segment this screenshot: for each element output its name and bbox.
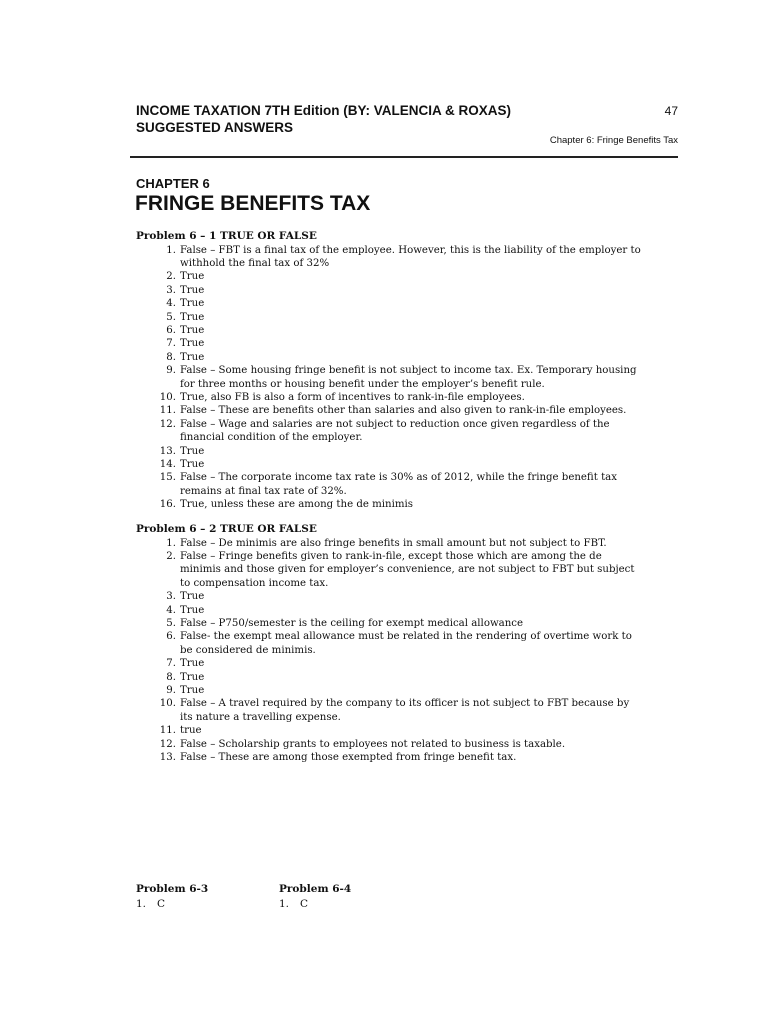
item-number: 10. xyxy=(159,698,176,710)
list-item xyxy=(136,738,676,751)
answer-value: C xyxy=(300,897,309,910)
item-number: 9. xyxy=(166,365,176,377)
problem-6-2-answers xyxy=(136,537,676,765)
list-item xyxy=(136,471,676,498)
item-text-line: True xyxy=(180,324,205,336)
item-number: 8. xyxy=(166,671,176,683)
list-item xyxy=(136,445,676,458)
problem-6-4-section xyxy=(279,883,351,911)
item-number: 11. xyxy=(159,405,176,417)
item-text-line: False – P750/semester is the ceiling for exempt medical allowance xyxy=(180,617,524,629)
item-text-line: False – These are benefits other than salaries and also given to rank-in-file employees. xyxy=(180,405,627,417)
item-text-line: withhold the final tax of 32% xyxy=(180,257,330,269)
list-item xyxy=(136,244,676,271)
item-text-line: true xyxy=(180,725,202,737)
problem-6-1-section xyxy=(136,230,676,512)
item-text-line: True xyxy=(180,298,205,310)
list-item xyxy=(136,337,676,350)
item-text-line: True xyxy=(180,271,205,283)
list-item xyxy=(136,270,676,283)
item-number: 1. xyxy=(166,537,176,549)
list-item xyxy=(136,684,676,697)
item-number: 13. xyxy=(159,445,176,457)
list-item xyxy=(136,617,676,630)
list-item xyxy=(136,537,676,550)
book-title: INCOME TAXATION 7TH Edition (BY: VALENCIA & ROXAS) xyxy=(136,103,511,118)
running-chapter-label: Chapter 6: Fringe Benefits Tax xyxy=(549,135,678,146)
item-text-line: True, unless these are among the de minimis xyxy=(180,499,414,511)
problem-6-2-section xyxy=(136,523,676,764)
item-text-line: True xyxy=(180,351,205,363)
item-number: 12. xyxy=(159,418,176,430)
item-number: 6. xyxy=(166,324,176,336)
list-item xyxy=(136,458,676,471)
item-number: 4. xyxy=(166,604,176,616)
item-text-line: True xyxy=(180,591,205,603)
item-number: 3. xyxy=(166,591,176,603)
item-text-line: True xyxy=(180,604,205,616)
problem-6-3-section xyxy=(136,883,208,911)
list-item xyxy=(136,697,676,724)
item-number: 5. xyxy=(166,311,176,323)
list-item xyxy=(136,498,676,511)
list-item xyxy=(136,284,676,297)
item-number: 4. xyxy=(166,298,176,310)
list-item xyxy=(136,724,676,737)
list-item xyxy=(136,657,676,670)
list-item xyxy=(136,630,676,657)
problem-6-3-heading: Problem 6-3 xyxy=(136,883,209,895)
item-text-line: for three months or housing benefit under the employer’s benefit rule. xyxy=(180,378,545,390)
list-item xyxy=(136,418,676,445)
problem-6-1-answers xyxy=(136,244,676,512)
chapter-title: FRINGE BENEFITS TAX xyxy=(135,192,371,215)
item-text-line: True xyxy=(180,684,205,696)
item-text-line: True, also FB is also a form of incentives to rank-in-file employees. xyxy=(180,391,525,403)
item-text-line: its nature a travelling expense. xyxy=(180,711,341,723)
list-item xyxy=(136,324,676,337)
list-item xyxy=(136,351,676,364)
item-number: 9. xyxy=(166,684,176,696)
item-text-line: True xyxy=(180,284,205,296)
item-number: 13. xyxy=(159,752,176,763)
item-number: 15. xyxy=(159,472,176,484)
item-number: 16. xyxy=(159,499,176,511)
item-text-line: True xyxy=(180,338,205,350)
item-text-line: False – Some housing fringe benefit is not subject to income tax. Ex. Temporary housing xyxy=(180,365,637,377)
item-number: 3. xyxy=(166,284,176,296)
item-number: 11. xyxy=(159,725,176,737)
item-text-line: minimis and those given for employer’s convenience, are not subject to FBT but subject xyxy=(180,564,635,576)
item-number: 8. xyxy=(166,351,176,363)
item-text-line: False – FBT is a final tax of the employee. However, this is the liability of the employer to xyxy=(180,244,641,256)
item-text-line: True xyxy=(180,445,205,457)
list-item xyxy=(136,550,676,590)
problem-6-4-heading: Problem 6-4 xyxy=(279,883,352,895)
item-text-line: True xyxy=(180,311,205,323)
list-item xyxy=(136,311,676,324)
item-text-line: to compensation income tax. xyxy=(180,577,329,589)
problem-6-3-answer xyxy=(136,897,208,911)
list-item xyxy=(136,404,676,417)
item-text-line: True xyxy=(180,658,205,670)
item-text-line: False – De minimis are also fringe benefits in small amount but not subject to FBT. xyxy=(180,537,607,549)
page-number: 47 xyxy=(664,104,678,118)
header-divider xyxy=(130,156,678,158)
item-text-line: True xyxy=(180,459,205,470)
item-text-line: False – Scholarship grants to employees not related to business is taxable. xyxy=(180,738,566,750)
list-item xyxy=(136,297,676,310)
list-item xyxy=(136,391,676,404)
list-item xyxy=(136,364,676,391)
list-item xyxy=(136,751,676,764)
item-number: 14. xyxy=(159,459,176,470)
item-text-line: True xyxy=(180,671,205,683)
item-number: 2. xyxy=(166,271,176,283)
problem-6-2-heading: Problem 6 – 2 TRUE OR FALSE xyxy=(136,523,317,535)
item-number: 5. xyxy=(166,617,176,629)
problem-6-4-answer xyxy=(279,897,351,911)
chapter-number: CHAPTER 6 xyxy=(136,176,210,191)
item-text-line: remains at final tax rate of 32%. xyxy=(180,485,347,497)
item-text-line: False – The corporate income tax rate is 30% as of 2012, while the fringe benefit tax xyxy=(180,472,617,484)
list-item xyxy=(136,590,676,603)
problem-6-1-heading: Problem 6 – 1 TRUE OR FALSE xyxy=(136,230,317,242)
list-item xyxy=(136,671,676,684)
item-text-line: financial condition of the employer. xyxy=(180,432,363,444)
item-number: 10. xyxy=(159,391,176,403)
item-text-line: False – Fringe benefits given to rank-in-file, except those which are among the de xyxy=(180,550,602,562)
item-text-line: False- the exempt meal allowance must be related in the rendering of overtime work to xyxy=(180,631,632,643)
item-number: 1. xyxy=(166,244,176,256)
list-item xyxy=(136,604,676,617)
item-text-line: be considered de minimis. xyxy=(180,644,316,656)
item-number: 12. xyxy=(159,738,176,750)
item-number: 7. xyxy=(166,338,176,350)
item-number: 7. xyxy=(166,658,176,670)
item-text-line: False – A travel required by the company to its officer is not subject to FBT because by xyxy=(180,698,630,710)
item-text-line: False – Wage and salaries are not subject to reduction once given regardless of the xyxy=(180,418,610,430)
answer-number: 1. xyxy=(136,897,147,910)
answer-value: C xyxy=(157,897,166,910)
item-number: 2. xyxy=(166,550,176,562)
item-text-line: False – These are among those exempted from fringe benefit tax. xyxy=(180,752,517,763)
answer-number: 1. xyxy=(279,897,290,910)
book-subtitle: SUGGESTED ANSWERS xyxy=(136,120,294,135)
item-number: 6. xyxy=(166,631,176,643)
